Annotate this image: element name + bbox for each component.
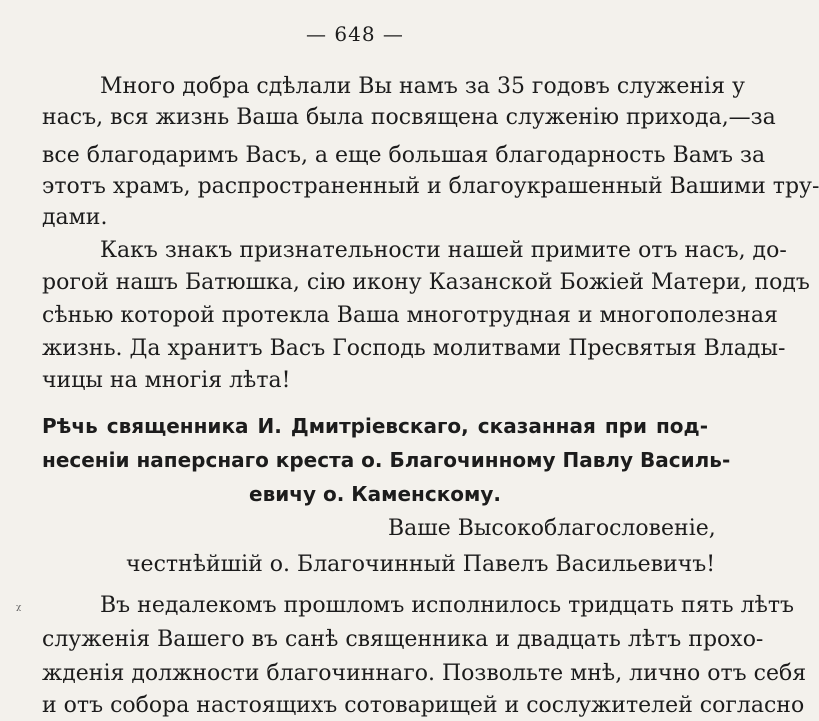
paragraph-line: Въ недалекомъ прошломъ исполнилось тридцать пять лѣтъ: [100, 593, 795, 618]
speech-heading-line: евичу о. Каменскому.: [249, 482, 501, 506]
address-line: Ваше Высокоблагословеніе,: [388, 516, 716, 541]
paragraph-line: чицы на многія лѣта!: [42, 368, 291, 393]
paragraph-line: Какъ знакъ признательности нашей примите отъ насъ, до-: [100, 238, 787, 263]
margin-mark: ᵡ: [16, 602, 22, 618]
paragraph-line: жизнь. Да хранитъ Васъ Господь молитвами Пресвятыя Влады-: [42, 336, 786, 361]
paragraph-line: сѣнью которой протекла Ваша многотрудная и многополезная: [42, 303, 778, 328]
paragraph-line: жденія должности благочиннаго. Позвольте мнѣ, лично отъ себя: [42, 661, 807, 686]
speech-heading-line: Рѣчь священника И. Дмитріевскаго, сказанная при под-: [42, 414, 708, 438]
paragraph-line: этотъ храмъ, распространенный и благоукрашенный Вашими тру-: [42, 174, 819, 199]
paragraph-line: насъ, вся жизнь Ваша была посвящена служенію прихода,—за: [42, 105, 776, 130]
paragraph-line: все благодаримъ Васъ, а еще большая благодарность Вамъ за: [42, 143, 766, 168]
paragraph-line: Много добра сдѣлали Вы намъ за 35 годовъ служенія у: [100, 74, 745, 99]
paragraph-line: служенія Вашего въ санѣ священника и двадцать лѣтъ прохо-: [42, 627, 764, 652]
paragraph-line: рогой нашъ Батюшка, сію икону Казанской Божіей Матери, подъ: [42, 270, 810, 295]
paragraph-line: дами.: [42, 205, 108, 230]
page-number: — 648 —: [306, 22, 404, 46]
paragraph-line: и отъ собора настоящихъ сотоварищей и сослужителей согласно: [42, 693, 805, 718]
speech-heading-line: несеніи наперснаго креста о. Благочинному Павлу Василь-: [42, 448, 731, 472]
address-line: честнѣйшій о. Благочинный Павелъ Васильевичъ!: [126, 552, 716, 577]
